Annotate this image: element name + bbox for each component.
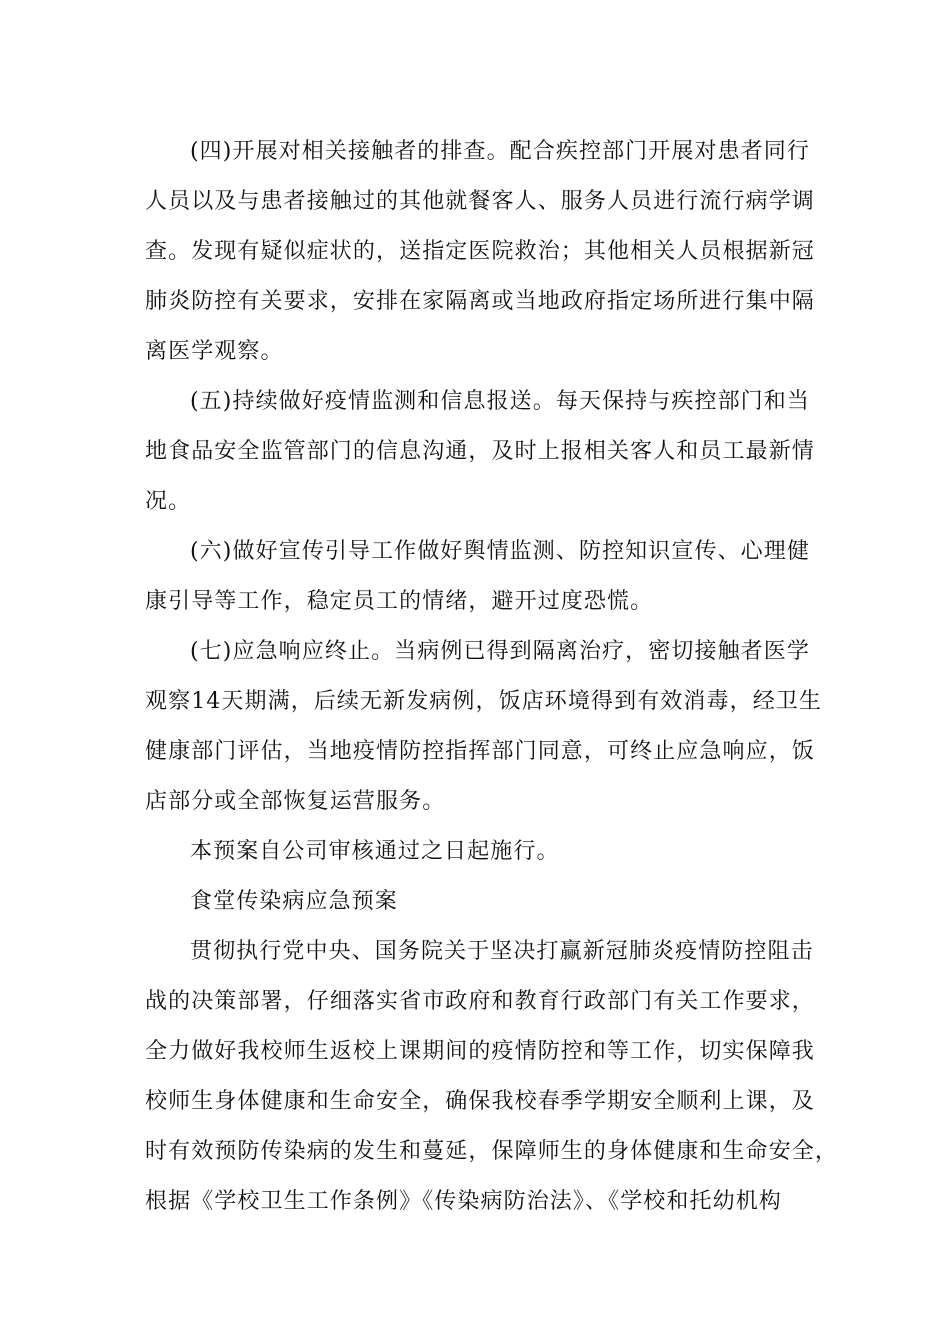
paragraph-line: 全力做好我校师生返校上课期间的疫情防控和等工作，切实保障我 <box>145 1039 815 1064</box>
paragraph-line: 观察14天期满，后续无新发病例，饭店环境得到有效消毒，经卫生 <box>145 689 822 714</box>
paragraph-line: 战的决策部署，仔细落实省市政府和教育行政部门有关工作要求， <box>145 989 815 1014</box>
paragraph-line: 况。 <box>145 489 192 514</box>
paragraph-line: 贯彻执行党中央、国务院关于坚决打赢新冠肺炎疫情防控阻击 <box>190 939 814 964</box>
paragraph-line: (四)开展对相关接触者的排查。配合疾控部门开展对患者同行 <box>190 139 810 164</box>
section-heading: 食堂传染病应急预案 <box>190 889 398 914</box>
paragraph-line: 康引导等工作，稳定员工的情绪，避开过度恐慌。 <box>145 589 654 614</box>
paragraph-line: 人员以及与患者接触过的其他就餐客人、服务人员进行流行病学调 <box>145 189 815 214</box>
paragraph-line: (五)持续做好疫情监测和信息报送。每天保持与疾控部门和当 <box>190 389 810 414</box>
paragraph-line: 时有效预防传染病的发生和蔓延，保障师生的身体健康和生命安全， <box>145 1139 839 1164</box>
paragraph-line: 本预案自公司审核通过之日起施行。 <box>190 839 560 864</box>
paragraph-line: 校师生身体健康和生命安全，确保我校春季学期安全顺利上课，及 <box>145 1089 815 1114</box>
paragraph-line: 根据《学校卫生工作条例》《传染病防治法》、《学校和托幼机构 <box>145 1189 782 1214</box>
paragraph-line: 肺炎防控有关要求，安排在家隔离或当地政府指定场所进行集中隔 <box>145 289 815 314</box>
paragraph-line: 查。发现有疑似症状的，送指定医院救治；其他相关人员根据新冠 <box>145 239 815 264</box>
paragraph-line: 店部分或全部恢复运营服务。 <box>145 789 446 814</box>
paragraph-line: 地食品安全监管部门的信息沟通，及时上报相关客人和员工最新情 <box>145 439 815 464</box>
paragraph-line: 健康部门评估，当地疫情防控指挥部门同意，可终止应急响应，饭 <box>145 739 815 764</box>
paragraph-line: (七)应急响应终止。当病例已得到隔离治疗，密切接触者医学 <box>190 639 810 664</box>
paragraph-line: 离医学观察。 <box>145 339 284 364</box>
paragraph-line: (六)做好宣传引导工作做好舆情监测、防控知识宣传、心理健 <box>190 539 810 564</box>
